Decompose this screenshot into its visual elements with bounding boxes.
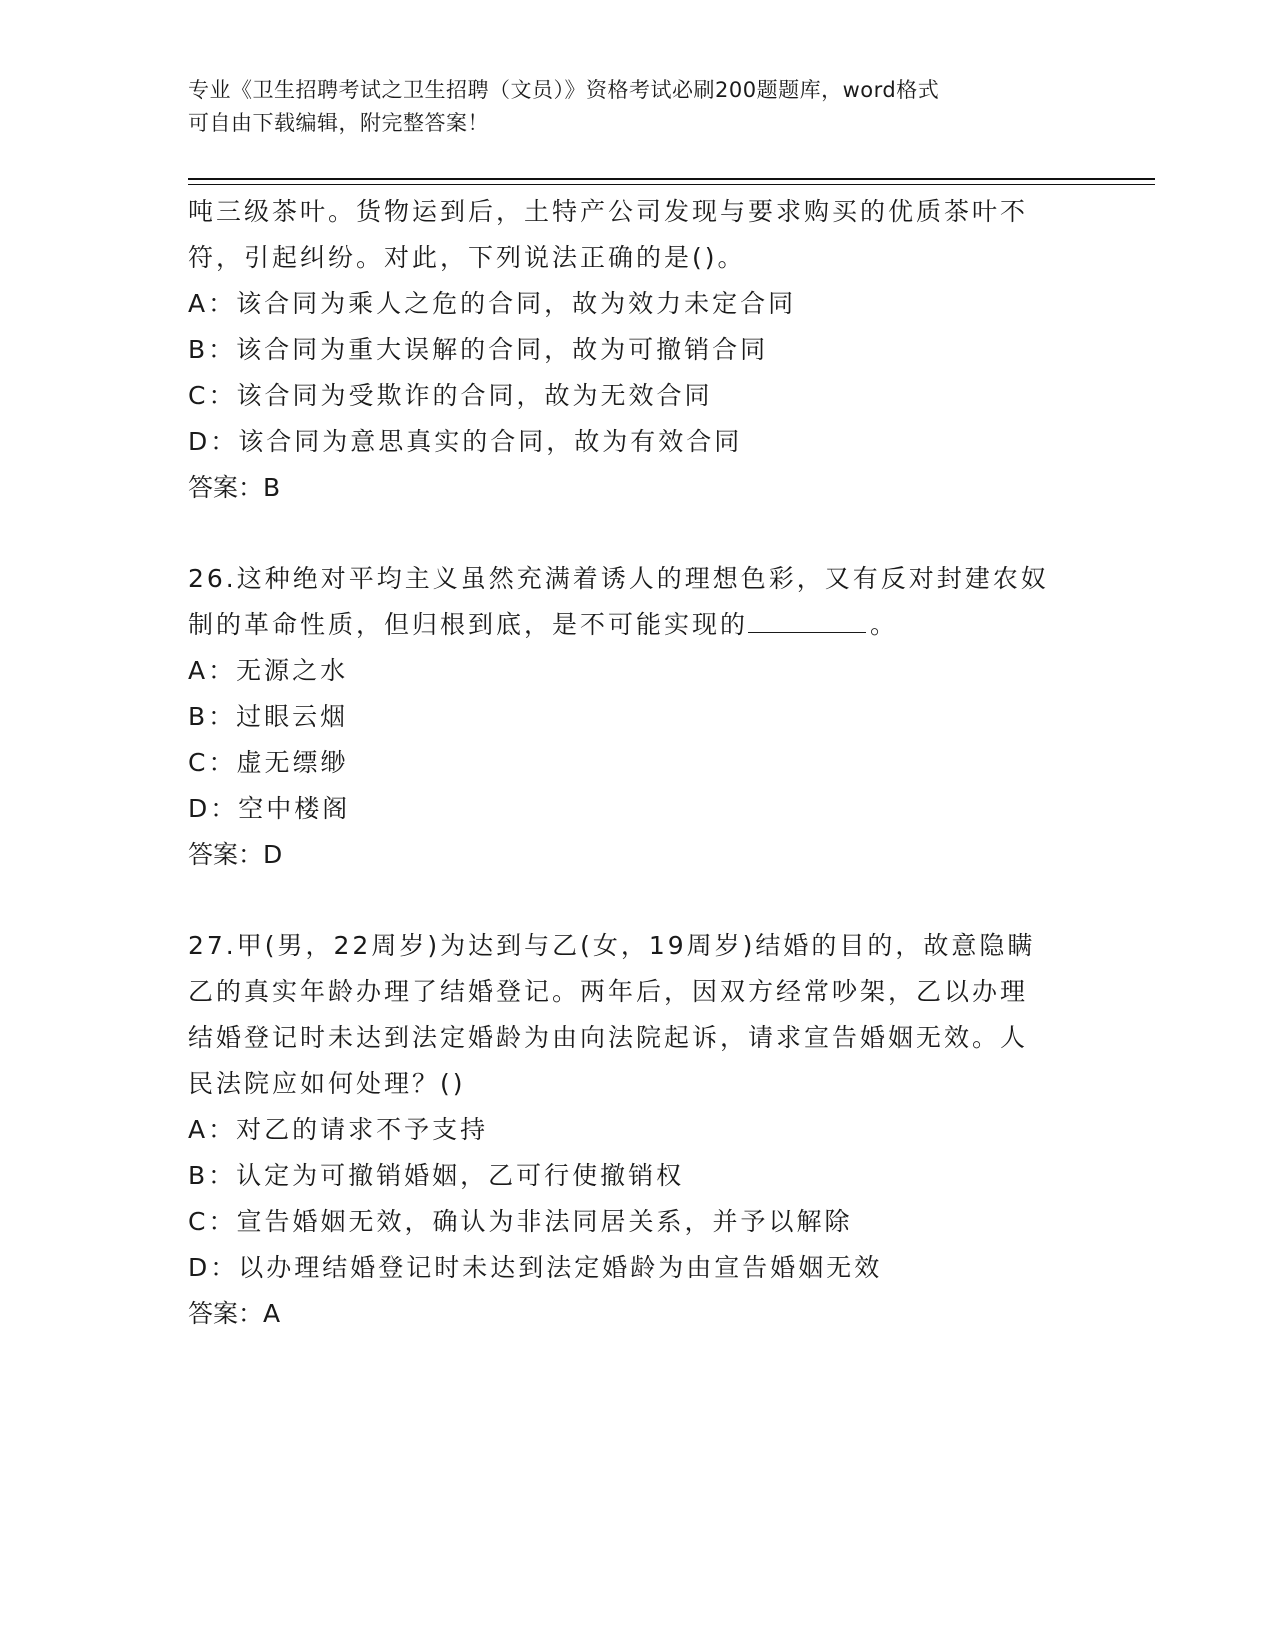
- option-d: D：以办理结婚登记时未达到法定婚龄为由宣告婚姻无效: [188, 1253, 883, 1282]
- stem-text-end: 。: [870, 610, 899, 639]
- question-26: [188, 556, 1088, 878]
- question-stem-line: 26.这种绝对平均主义虽然充满着诱人的理想色彩，又有反对封建农奴: [188, 564, 1049, 593]
- option-b: B：过眼云烟: [188, 702, 349, 731]
- question-spacer: [188, 878, 1088, 923]
- question-stem-line: 民法院应如何处理？(): [188, 1069, 466, 1098]
- stem-text: 制的革命性质，但归根到底，是不可能实现的: [188, 610, 749, 639]
- question-stem-line: 符，引起纠纷。对此，下列说法正确的是()。: [188, 243, 746, 272]
- option-d: D：空中楼阁: [188, 794, 351, 823]
- option-c: C：虚无缥缈: [188, 748, 349, 777]
- question-stem-line: [188, 602, 1088, 648]
- document-header: [188, 74, 1088, 140]
- option-b: B：认定为可撤销婚姻，乙可行使撤销权: [188, 1161, 685, 1190]
- fill-in-blank: [748, 610, 866, 633]
- question-spacer: [188, 511, 1088, 556]
- answer-line: 答案：B: [188, 473, 281, 502]
- header-line-2: 可自由下载编辑，附完整答案！: [188, 111, 489, 135]
- option-a: A：该合同为乘人之危的合同，故为效力未定合同: [188, 289, 797, 318]
- header-line-1: 专业《卫生招聘考试之卫生招聘（文员）》资格考试必刷200题题库，word格式: [188, 78, 940, 102]
- option-c: C：该合同为受欺诈的合同，故为无效合同: [188, 381, 713, 410]
- option-b: B：该合同为重大误解的合同，故为可撤销合同: [188, 335, 769, 364]
- question-stem-line: 结婚登记时未达到法定婚龄为由向法院起诉，请求宣告婚姻无效。人: [188, 1023, 1029, 1052]
- question-27: [188, 923, 1088, 1337]
- header-divider-thin: [188, 184, 1155, 185]
- question-25: [188, 189, 1088, 511]
- option-d: D：该合同为意思真实的合同，故为有效合同: [188, 427, 743, 456]
- question-list: [188, 189, 1088, 1337]
- question-stem-line: 吨三级茶叶。货物运到后，土特产公司发现与要求购买的优质茶叶不: [188, 197, 1029, 226]
- option-a: A：对乙的请求不予支持: [188, 1115, 489, 1144]
- question-stem-line: 27.甲(男，22周岁)为达到与乙(女，19周岁)结婚的目的，故意隐瞒: [188, 931, 1036, 960]
- header-divider-thick: [188, 178, 1155, 180]
- option-c: C：宣告婚姻无效，确认为非法同居关系，并予以解除: [188, 1207, 853, 1236]
- answer-line: 答案：D: [188, 840, 283, 869]
- answer-line: 答案：A: [188, 1299, 281, 1328]
- option-a: A：无源之水: [188, 656, 349, 685]
- question-stem-line: 乙的真实年龄办理了结婚登记。两年后，因双方经常吵架，乙以办理: [188, 977, 1029, 1006]
